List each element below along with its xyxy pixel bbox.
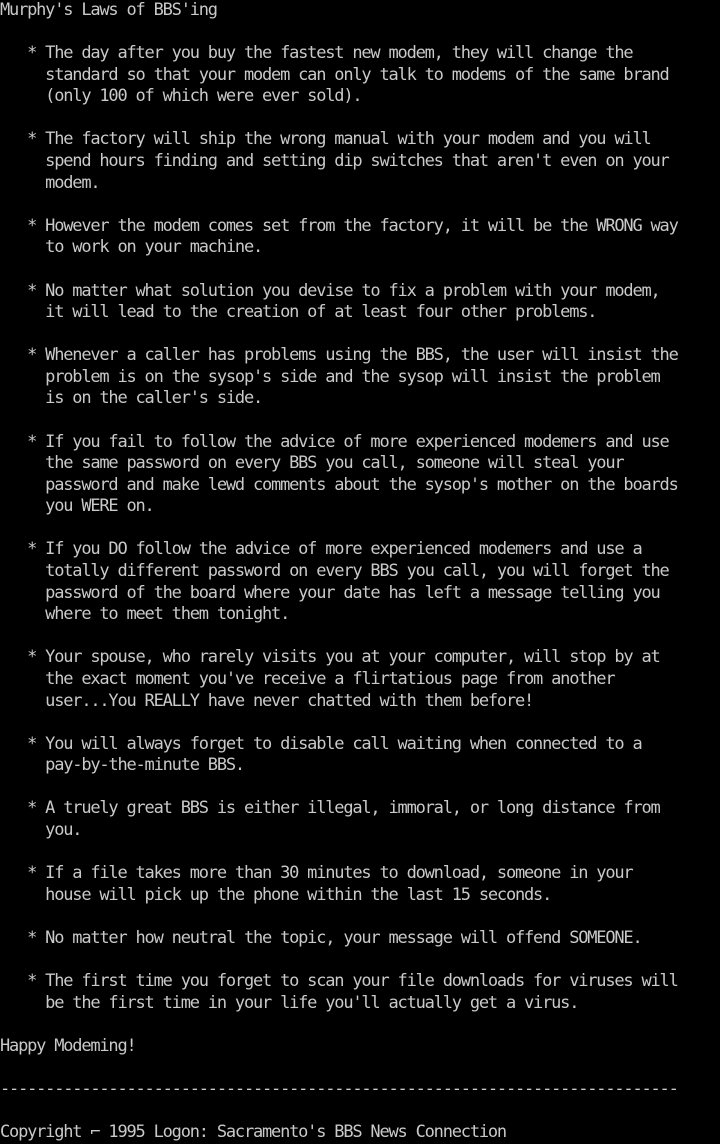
blank-line [0, 324, 720, 346]
law-8-line: the exact moment you've receive a flirtatious page from another [0, 668, 615, 689]
blank-line [0, 259, 720, 281]
blank-line [0, 1100, 720, 1122]
law-10-line: * A truely great BBS is either illegal, immoral, or long distance from [0, 798, 660, 819]
law-4-line: * No matter what solution you devise to fix a problem with your modem, [0, 280, 660, 301]
blank-line [0, 518, 720, 540]
law-7-line: where to meet them tonight. [0, 604, 290, 625]
blank-line [0, 1057, 720, 1079]
law-2-line: spend hours finding and setting dip switches that aren't even on your [0, 151, 669, 172]
divider-line: --------------------------------------------------------------------------- [0, 1078, 678, 1099]
law-9-line: * You will always forget to disable call waiting when connected to a [0, 733, 642, 754]
law-12-line: * No matter how neutral the topic, your message will offend SOMEONE. [0, 927, 642, 948]
law-2-line: * The factory will ship the wrong manual with your modem and you will [0, 129, 651, 150]
law-3-line: * However the modem comes set from the factory, it will be the WRONG way [0, 215, 678, 236]
law-9-line: pay-by-the-minute BBS. [0, 755, 244, 776]
law-8-line: * Your spouse, who rarely visits you at your computer, will stop by at [0, 647, 660, 668]
blank-line [0, 906, 720, 928]
blank-line [0, 194, 720, 216]
blank-line [0, 410, 720, 432]
law-2-line: modem. [0, 172, 100, 193]
law-1-line: (only 100 of which were ever sold). [0, 86, 362, 107]
law-6-line: you WERE on. [0, 496, 154, 517]
closing-line: Happy Modeming! [0, 1035, 136, 1056]
blank-line [0, 777, 720, 799]
blank-line [0, 22, 720, 44]
law-1-line: standard so that your modem can only talk to modems of the same brand [0, 64, 669, 85]
law-5-line: is on the caller's side. [0, 388, 263, 409]
law-13-line: be the first time in your life you'll actually get a virus. [0, 992, 579, 1013]
law-11-line: house will pick up the phone within the last 15 seconds. [0, 884, 552, 905]
law-4-line: it will lead to the creation of at least four other problems. [0, 302, 597, 323]
copyright-line: Copyright ⌐ 1995 Logon: Sacramento's BBS News Connection [0, 1122, 506, 1143]
law-5-line: problem is on the sysop's side and the sysop will insist the problem [0, 366, 660, 387]
law-7-line: totally different password on every BBS you call, you will forget the [0, 561, 669, 582]
page-title: Murphy's Laws of BBS'ing [0, 0, 217, 20]
law-6-line: the same password on every BBS you call, someone will steal your [0, 453, 624, 474]
law-10-line: you. [0, 819, 82, 840]
law-8-line: user...You REALLY have never chatted with them before! [0, 690, 534, 711]
law-11-line: * If a file takes more than 30 minutes to download, someone in your [0, 863, 633, 884]
blank-line [0, 712, 720, 734]
law-13-line: * The first time you forget to scan your file downloads for viruses will [0, 971, 678, 992]
law-6-line: password and make lewd comments about the sysop's mother on the boards [0, 474, 678, 495]
blank-line [0, 1014, 720, 1036]
blank-line [0, 108, 720, 130]
law-3-line: to work on your machine. [0, 237, 263, 258]
blank-line [0, 626, 720, 648]
blank-line [0, 842, 720, 864]
blank-line [0, 949, 720, 971]
law-7-line: password of the board where your date has left a message telling you [0, 582, 660, 603]
law-6-line: * If you fail to follow the advice of more experienced modemers and use [0, 431, 669, 452]
law-7-line: * If you DO follow the advice of more experienced modemers and use a [0, 539, 642, 560]
law-1-line: * The day after you buy the fastest new modem, they will change the [0, 43, 633, 64]
law-5-line: * Whenever a caller has problems using the BBS, the user will insist the [0, 345, 678, 366]
